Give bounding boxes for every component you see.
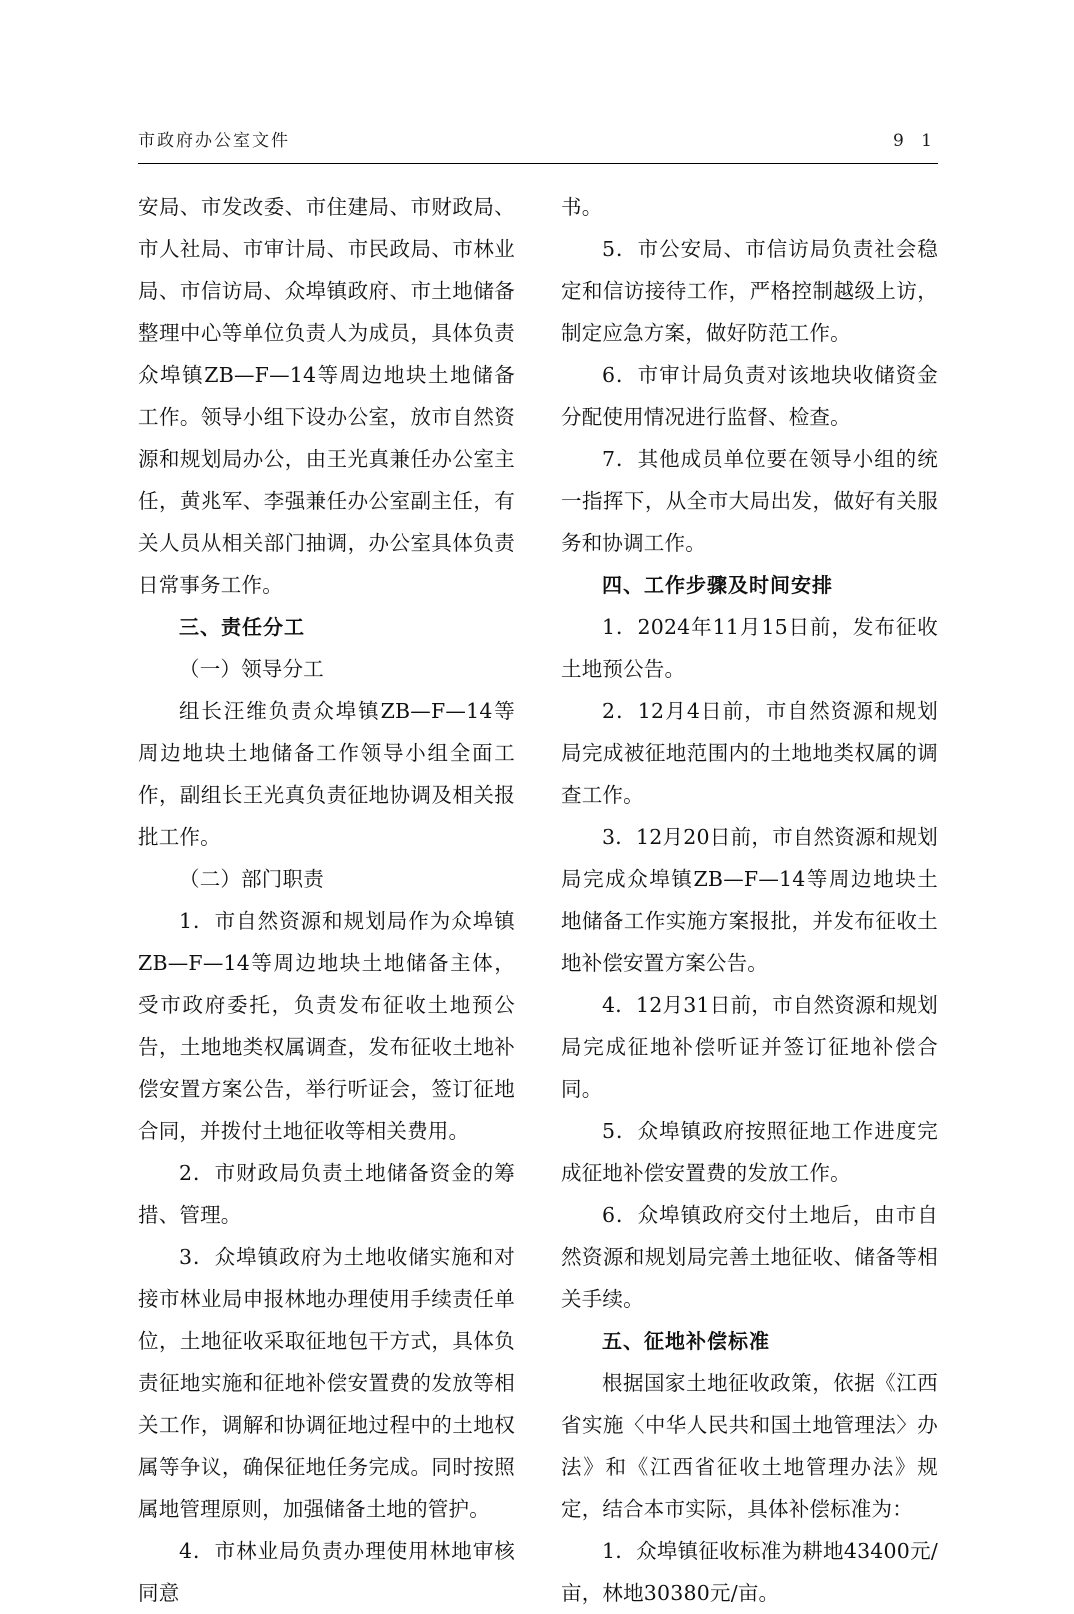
paragraph: 1．2024年11月15日前，发布征收土地预公告。 — [561, 615, 938, 681]
section-heading: 五、征地补偿标准 — [602, 1329, 770, 1353]
two-column-body — [138, 186, 938, 1614]
page-header — [138, 126, 938, 151]
section-heading: 三、责任分工 — [179, 615, 305, 639]
paragraph: 4．市林业局负责办理使用林地审核同意 — [138, 1539, 515, 1605]
header-title: 市政府办公室文件 — [138, 131, 290, 151]
paragraph: 1．众埠镇征收标准为耕地43400元/亩，林地30380元/亩。 — [561, 1539, 938, 1605]
paragraph: 4．12月31日前，市自然资源和规划局完成征地补偿听证并签订征地补偿合同。 — [561, 993, 938, 1101]
paragraph: 书。 — [561, 195, 603, 219]
paragraph: 组长汪维负责众埠镇ZB—F—14等周边地块土地储备工作领导小组全面工作，副组长王光真负责征地协调及相关报批工作。 — [138, 699, 515, 849]
paragraph: 7．其他成员单位要在领导小组的统一指挥下，从全市大局出发，做好有关服务和协调工作。 — [561, 447, 938, 555]
paragraph: 5．市公安局、市信访局负责社会稳定和信访接待工作，严格控制越级上访，制定应急方案，做好防范工作。 — [561, 237, 938, 345]
paragraph: 3．12月20日前，市自然资源和规划局完成众埠镇ZB—F—14等周边地块土地储备工作实施方案报批，并发布征收土地补偿安置方案公告。 — [561, 825, 938, 975]
left-column — [138, 186, 515, 1614]
paragraph: 6．众埠镇政府交付土地后，由市自然资源和规划局完善土地征收、储备等相关手续。 — [561, 1203, 938, 1311]
paragraph: 1．市自然资源和规划局作为众埠镇ZB—F—14等周边地块土地储备主体，受市政府委托，负责发布征收土地预公告，土地地类权属调查，发布征收土地补偿安置方案公告，举行听证会，签订征地合同，并拨付土地征收等相关费用。 — [138, 909, 515, 1143]
section-heading: 四、工作步骤及时间安排 — [602, 573, 833, 597]
paragraph: （一）领导分工 — [179, 657, 324, 681]
paragraph: （二）部门职责 — [179, 867, 324, 891]
paragraph: 2．市财政局负责土地储备资金的筹措、管理。 — [138, 1161, 515, 1227]
header-divider — [138, 163, 938, 164]
right-column — [561, 186, 938, 1614]
paragraph: 3．众埠镇政府为土地收储实施和对接市林业局申报林地办理使用手续责任单位，土地征收采取征地包干方式，具体负责征地实施和征地补偿安置费的发放等相关工作，调解和协调征地过程中的土地权属等争议，确保征地任务完成。同时按照属地管理原则，加强储备土地的管护。 — [138, 1245, 515, 1521]
page-number: 9 1 — [892, 131, 938, 151]
paragraph: 2．12月4日前，市自然资源和规划局完成被征地范围内的土地地类权属的调查工作。 — [561, 699, 938, 807]
paragraph: 根据国家土地征收政策，依据《江西省实施〈中华人民共和国土地管理法〉办法》和《江西省征收土地管理办法》规定，结合本市实际，具体补偿标准为： — [561, 1371, 938, 1521]
paragraph: 安局、市发改委、市住建局、市财政局、市人社局、市审计局、市民政局、市林业局、市信访局、众埠镇政府、市土地储备整理中心等单位负责人为成员，具体负责众埠镇ZB—F—14等周边地块土地储备工作。领导小组下设办公室，放市自然资源和规划局办公，由王光真兼任办公室主任，黄兆军、李强兼任办公室副主任，有关人员从相关部门抽调，办公室具体负责日常事务工作。 — [138, 195, 515, 597]
paragraph: 6．市审计局负责对该地块收储资金分配使用情况进行监督、检查。 — [561, 363, 938, 429]
paragraph: 5．众埠镇政府按照征地工作进度完成征地补偿安置费的发放工作。 — [561, 1119, 938, 1185]
